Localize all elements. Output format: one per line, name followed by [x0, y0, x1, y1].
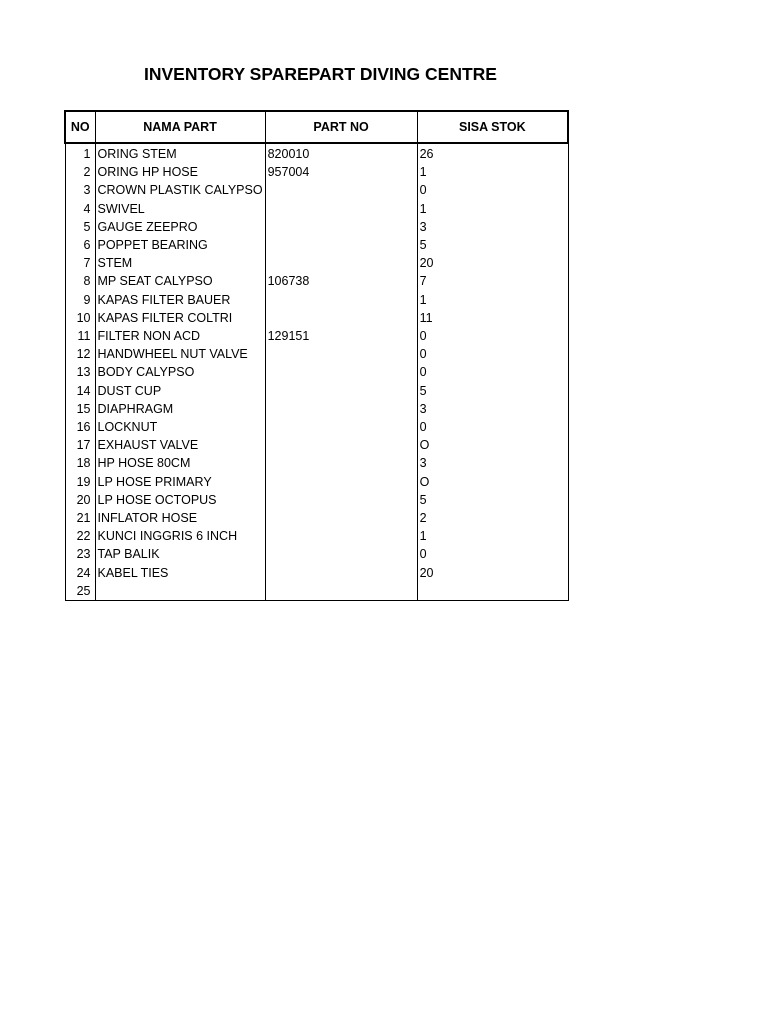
table-row	[65, 327, 568, 345]
row-name-cell: LOCKNUT	[95, 418, 265, 436]
table-row	[65, 509, 568, 527]
table-row	[65, 582, 568, 601]
row-stock-cell: 2	[417, 509, 568, 527]
row-stock-cell: 0	[417, 545, 568, 563]
row-no-cell: 22	[65, 527, 95, 545]
row-no-cell: 3	[65, 181, 95, 199]
row-name-cell: INFLATOR HOSE	[95, 509, 265, 527]
row-part-no-cell	[265, 218, 417, 236]
table-row	[65, 564, 568, 582]
row-part-no-cell	[265, 400, 417, 418]
row-no-cell: 20	[65, 491, 95, 509]
row-part-no-cell	[265, 473, 417, 491]
row-name-cell: HP HOSE 80CM	[95, 454, 265, 472]
header-nama-part: NAMA PART	[95, 111, 265, 143]
row-name-cell: LP HOSE PRIMARY	[95, 473, 265, 491]
row-no-cell: 18	[65, 454, 95, 472]
row-name-cell: TAP BALIK	[95, 545, 265, 563]
row-stock-cell: 11	[417, 309, 568, 327]
table-row	[65, 218, 568, 236]
table-row	[65, 418, 568, 436]
row-name-cell: POPPET BEARING	[95, 236, 265, 254]
row-no-cell: 11	[65, 327, 95, 345]
row-part-no-cell: 957004	[265, 163, 417, 181]
row-name-cell: DIAPHRAGM	[95, 400, 265, 418]
row-stock-cell: 1	[417, 527, 568, 545]
row-name-cell: CROWN PLASTIK CALYPSO	[95, 181, 265, 199]
row-no-cell: 12	[65, 345, 95, 363]
row-part-no-cell	[265, 527, 417, 545]
row-no-cell: 8	[65, 272, 95, 290]
row-name-cell: LP HOSE OCTOPUS	[95, 491, 265, 509]
row-no-cell: 16	[65, 418, 95, 436]
row-part-no-cell	[265, 291, 417, 309]
row-name-cell: MP SEAT CALYPSO	[95, 272, 265, 290]
row-part-no-cell	[265, 509, 417, 527]
table-row	[65, 345, 568, 363]
row-no-cell: 15	[65, 400, 95, 418]
table-row	[65, 272, 568, 290]
header-sisa-stok: SISA STOK	[417, 111, 568, 143]
row-stock-cell: 0	[417, 327, 568, 345]
table-row	[65, 291, 568, 309]
row-stock-cell: O	[417, 473, 568, 491]
row-name-cell: STEM	[95, 254, 265, 272]
table-row	[65, 545, 568, 563]
row-part-no-cell	[265, 491, 417, 509]
row-name-cell: ORING HP HOSE	[95, 163, 265, 181]
row-no-cell: 2	[65, 163, 95, 181]
table-row	[65, 491, 568, 509]
row-stock-cell: 5	[417, 382, 568, 400]
table-row	[65, 309, 568, 327]
table-row	[65, 200, 568, 218]
table-row	[65, 400, 568, 418]
row-stock-cell	[417, 582, 568, 601]
row-name-cell	[95, 582, 265, 601]
row-stock-cell: 3	[417, 400, 568, 418]
row-name-cell: KABEL TIES	[95, 564, 265, 582]
row-no-cell: 5	[65, 218, 95, 236]
header-part-no: PART NO	[265, 111, 417, 143]
row-name-cell: ORING STEM	[95, 143, 265, 163]
row-stock-cell: 5	[417, 236, 568, 254]
row-no-cell: 1	[65, 143, 95, 163]
row-stock-cell: 1	[417, 163, 568, 181]
row-name-cell: SWIVEL	[95, 200, 265, 218]
row-name-cell: KUNCI INGGRIS 6 INCH	[95, 527, 265, 545]
table-row	[65, 382, 568, 400]
row-stock-cell: 26	[417, 143, 568, 163]
row-name-cell: KAPAS FILTER BAUER	[95, 291, 265, 309]
row-part-no-cell	[265, 363, 417, 381]
row-no-cell: 23	[65, 545, 95, 563]
row-name-cell: FILTER NON ACD	[95, 327, 265, 345]
row-part-no-cell	[265, 345, 417, 363]
row-stock-cell: 20	[417, 564, 568, 582]
table-row	[65, 454, 568, 472]
row-part-no-cell	[265, 254, 417, 272]
row-part-no-cell	[265, 564, 417, 582]
table-body	[65, 143, 568, 601]
page-title: INVENTORY SPAREPART DIVING CENTRE	[144, 64, 497, 84]
row-no-cell: 13	[65, 363, 95, 381]
row-no-cell: 6	[65, 236, 95, 254]
row-name-cell: GAUGE ZEEPRO	[95, 218, 265, 236]
row-no-cell: 7	[65, 254, 95, 272]
row-name-cell: EXHAUST VALVE	[95, 436, 265, 454]
row-name-cell: HANDWHEEL NUT VALVE	[95, 345, 265, 363]
table-row	[65, 181, 568, 199]
table-row	[65, 527, 568, 545]
row-no-cell: 10	[65, 309, 95, 327]
row-part-no-cell	[265, 454, 417, 472]
row-stock-cell: 0	[417, 345, 568, 363]
row-part-no-cell	[265, 309, 417, 327]
row-part-no-cell	[265, 436, 417, 454]
row-name-cell: DUST CUP	[95, 382, 265, 400]
table-row	[65, 163, 568, 181]
row-part-no-cell	[265, 236, 417, 254]
row-part-no-cell	[265, 545, 417, 563]
row-no-cell: 4	[65, 200, 95, 218]
row-part-no-cell	[265, 200, 417, 218]
row-no-cell: 19	[65, 473, 95, 491]
table-header	[65, 111, 568, 143]
row-stock-cell: 1	[417, 291, 568, 309]
row-stock-cell: 0	[417, 363, 568, 381]
row-no-cell: 14	[65, 382, 95, 400]
table-row	[65, 254, 568, 272]
row-part-no-cell	[265, 181, 417, 199]
row-stock-cell: O	[417, 436, 568, 454]
row-part-no-cell	[265, 382, 417, 400]
header-no: NO	[65, 111, 95, 143]
row-part-no-cell: 820010	[265, 143, 417, 163]
table-row	[65, 143, 568, 163]
row-stock-cell: 20	[417, 254, 568, 272]
row-no-cell: 25	[65, 582, 95, 601]
row-stock-cell: 1	[417, 200, 568, 218]
row-part-no-cell: 129151	[265, 327, 417, 345]
row-no-cell: 21	[65, 509, 95, 527]
row-stock-cell: 5	[417, 491, 568, 509]
table-row	[65, 473, 568, 491]
row-part-no-cell	[265, 582, 417, 601]
row-stock-cell: 7	[417, 272, 568, 290]
inventory-table	[64, 110, 569, 601]
row-stock-cell: 0	[417, 181, 568, 199]
row-no-cell: 24	[65, 564, 95, 582]
header-row	[65, 111, 568, 143]
row-stock-cell: 0	[417, 418, 568, 436]
table-row	[65, 363, 568, 381]
row-no-cell: 9	[65, 291, 95, 309]
table-row	[65, 436, 568, 454]
row-no-cell: 17	[65, 436, 95, 454]
row-stock-cell: 3	[417, 454, 568, 472]
row-name-cell: BODY CALYPSO	[95, 363, 265, 381]
row-stock-cell: 3	[417, 218, 568, 236]
row-part-no-cell	[265, 418, 417, 436]
row-name-cell: KAPAS FILTER COLTRI	[95, 309, 265, 327]
table-row	[65, 236, 568, 254]
row-part-no-cell: 106738	[265, 272, 417, 290]
